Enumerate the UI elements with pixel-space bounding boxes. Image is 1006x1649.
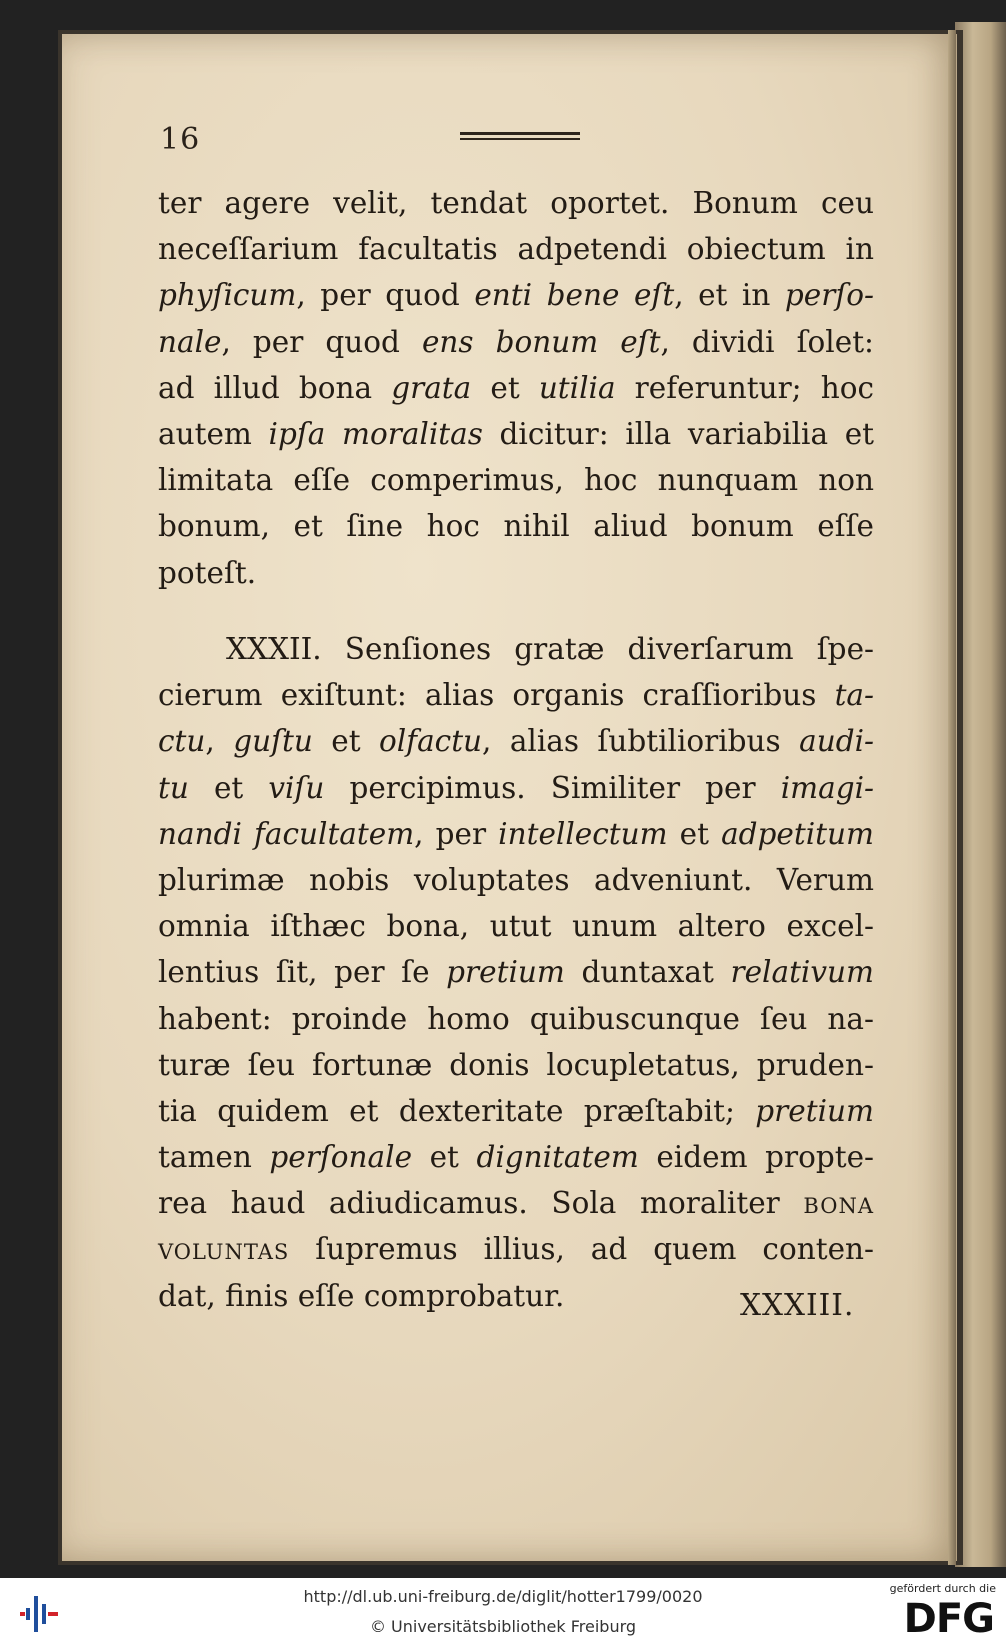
italic-text: ctu bbox=[158, 724, 206, 759]
text-line bbox=[158, 272, 874, 318]
text-run: , alias ſubtilioribus bbox=[482, 724, 800, 759]
paragraph-1 bbox=[158, 180, 874, 596]
page-number: 16 bbox=[160, 122, 201, 157]
viewer-footer bbox=[0, 1578, 1006, 1649]
text-run: poteſt. bbox=[158, 555, 257, 590]
paragraph-2 bbox=[158, 626, 874, 1319]
text-line bbox=[158, 718, 874, 764]
text-line bbox=[158, 1134, 874, 1180]
text-line bbox=[158, 1226, 874, 1272]
text-run: , per quod bbox=[296, 278, 475, 313]
text-run: lentius ſit, per ſe bbox=[158, 955, 447, 990]
italic-text: nandi facultatem bbox=[158, 816, 415, 851]
text-run: et bbox=[312, 724, 379, 759]
italic-text: pretium bbox=[446, 955, 565, 990]
italic-text: ipſa moralitas bbox=[268, 416, 483, 451]
italic-text: perſo- bbox=[784, 278, 874, 313]
italic-text: audi- bbox=[799, 724, 874, 759]
text-run: rea haud adiudicamus. Sola moraliter bbox=[158, 1186, 804, 1221]
text-run: percipimus. Similiter per bbox=[324, 770, 781, 805]
italic-text: ens bonum eſt bbox=[421, 324, 661, 359]
italic-text: guſtu bbox=[233, 724, 313, 759]
text-run: et bbox=[188, 770, 269, 805]
page-edge bbox=[948, 30, 956, 1565]
italic-text: adpetitum bbox=[721, 816, 874, 851]
text-run: eidem propte- bbox=[638, 1140, 875, 1175]
text-run: autem bbox=[158, 416, 269, 451]
text-run: tamen bbox=[158, 1140, 270, 1175]
dfg-logo-icon: DFG bbox=[903, 1596, 994, 1642]
italic-text: ta- bbox=[834, 678, 874, 713]
small-caps-text: voluntas bbox=[158, 1232, 290, 1267]
italic-text: enti bene eſt bbox=[474, 278, 675, 313]
text-line bbox=[158, 411, 874, 457]
text-run: et bbox=[412, 1140, 477, 1175]
text-run: limitata eſſe comperimus, hoc nunquam non bbox=[158, 463, 874, 498]
italic-text: pretium bbox=[755, 1093, 874, 1128]
italic-text: dignitatem bbox=[476, 1140, 639, 1175]
text-run: et bbox=[667, 816, 722, 851]
text-run: , per bbox=[414, 816, 499, 851]
text-line bbox=[158, 949, 874, 995]
italic-text: utilia bbox=[538, 370, 616, 405]
text-run: bonum, et ſine hoc nihil aliud bonum eſſe bbox=[158, 509, 874, 544]
text-line bbox=[158, 365, 874, 411]
text-run: , per quod bbox=[221, 324, 422, 359]
text-run: ter agere velit, tendat oportet. Bonum ceu bbox=[158, 186, 874, 220]
text-line bbox=[158, 503, 874, 549]
italic-text: relativum bbox=[730, 955, 874, 990]
small-caps-text: bona bbox=[803, 1186, 874, 1221]
text-run: dicitur: illa variabilia et bbox=[482, 416, 875, 451]
text-line bbox=[158, 672, 874, 718]
text-run: , bbox=[205, 724, 234, 759]
text-line bbox=[158, 457, 874, 503]
text-run: omnia iſthæc bona, utut unum altero excel- bbox=[158, 909, 874, 944]
copyright-notice: © Universitätsbibliothek Freiburg bbox=[369, 1617, 637, 1636]
dfg-funding-logo bbox=[884, 1582, 996, 1646]
italic-text: tu bbox=[158, 770, 189, 805]
text-line bbox=[158, 1042, 874, 1088]
text-run: XXXII. Senſiones gratæ diverſarum ſpe- bbox=[226, 632, 874, 666]
text-line bbox=[158, 226, 874, 272]
text-line bbox=[158, 319, 874, 365]
text-line bbox=[158, 811, 874, 857]
text-run: plurimæ nobis voluptates adveniunt. Verum bbox=[158, 862, 874, 897]
italic-text: phyſicum bbox=[158, 278, 297, 313]
text-run: , et in bbox=[674, 278, 785, 313]
italic-text: grata bbox=[391, 370, 472, 405]
text-line bbox=[158, 765, 874, 811]
text-run: ad illud bona bbox=[158, 370, 392, 405]
italic-text: olfactu bbox=[378, 724, 483, 759]
text-run: dat, finis eſſe comprobatur. bbox=[158, 1278, 565, 1313]
text-run: tia quidem et dexteritate præſtabit; bbox=[158, 1093, 756, 1128]
italic-text: nale bbox=[158, 324, 222, 359]
italic-text: viſu bbox=[268, 770, 325, 805]
text-line bbox=[158, 903, 874, 949]
dfg-funding-text: gefördert durch die bbox=[889, 1582, 996, 1595]
text-run: ſupremus illius, ad quem conten- bbox=[289, 1232, 874, 1267]
text-line bbox=[158, 1180, 874, 1226]
catchword: XXXIII. bbox=[740, 1288, 855, 1322]
text-run: et bbox=[471, 370, 539, 405]
text-line bbox=[158, 626, 874, 672]
permalink-url[interactable]: http://dl.ub.uni-freiburg.de/diglit/hotter1799/0020 bbox=[303, 1587, 703, 1606]
italic-text: imagi- bbox=[780, 770, 874, 805]
text-run: duntaxat bbox=[564, 955, 731, 990]
text-line bbox=[158, 180, 874, 226]
text-line bbox=[158, 996, 874, 1042]
text-line bbox=[158, 550, 874, 596]
text-line bbox=[158, 857, 874, 903]
text-run: habent: proinde homo quibuscunque ſeu na- bbox=[158, 1001, 874, 1036]
text-run: turæ ſeu fortunæ donis locupletatus, pruden- bbox=[158, 1047, 874, 1082]
text-run: , dividi ſolet: bbox=[660, 324, 874, 359]
header-ornament-rule bbox=[460, 132, 580, 142]
text-run: neceſſarium facultatis adpetendi obiectum in bbox=[158, 232, 874, 267]
italic-text: perſonale bbox=[269, 1140, 413, 1175]
text-run: referuntur; hoc bbox=[615, 370, 874, 405]
italic-text: intellectum bbox=[498, 816, 668, 851]
text-line bbox=[158, 1088, 874, 1134]
text-run: cierum exiſtunt: alias organis craſſioribus bbox=[158, 678, 835, 713]
